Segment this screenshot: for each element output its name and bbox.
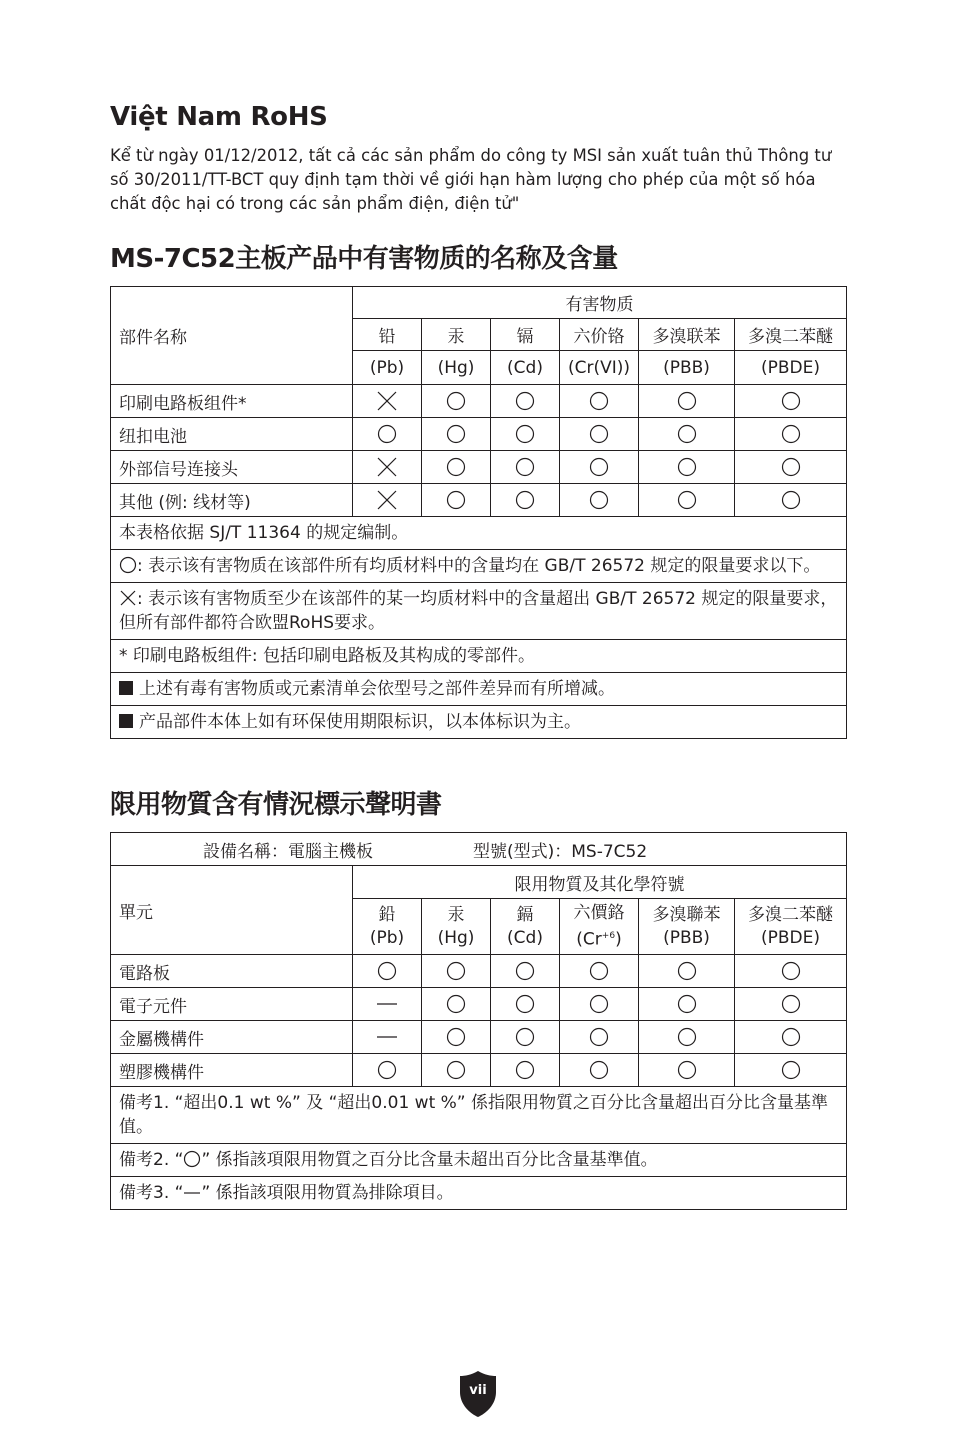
- substance-name: 镉: [491, 319, 560, 351]
- substance-cell: [639, 899, 735, 955]
- substance-symbol: (PBB): [663, 927, 710, 948]
- substance-symbol: (PBDE): [761, 927, 821, 948]
- mark-cell: [422, 955, 491, 988]
- table-row: [111, 988, 847, 1021]
- part-name: 其他 (例: 线材等): [111, 484, 353, 517]
- mark-cell: [422, 385, 491, 418]
- substance-symbol: (Cd): [507, 927, 543, 948]
- table-row: [111, 484, 847, 517]
- mark-cell: [560, 418, 639, 451]
- substance-name: 汞: [422, 319, 491, 351]
- circle-icon: [514, 390, 536, 412]
- cn-note-6-text: 产品部件本体上如有环保使用期限标识，以本体标识为主。: [139, 712, 581, 732]
- mark-cell: [353, 451, 422, 484]
- unit-name: 塑膠機構件: [111, 1054, 353, 1087]
- mark-cell: [422, 1021, 491, 1054]
- circle-icon: [514, 456, 536, 478]
- mark-cell: [422, 418, 491, 451]
- page-number-badge: [459, 1370, 497, 1418]
- square-bullet-icon: [119, 681, 133, 695]
- circle-icon: [514, 993, 536, 1015]
- mark-cell: [735, 385, 847, 418]
- circle-icon: [445, 1026, 467, 1048]
- part-name-header: 部件名称: [111, 287, 353, 385]
- tw-note-1: 備考1. “超出0.1 wt %” 及 “超出0.01 wt %” 係指限用物質之百分比含量超出百分比含量基準值。: [111, 1087, 846, 1144]
- circle-icon: [780, 423, 802, 445]
- restricted-substance-header: 限用物質及其化學符號: [353, 866, 847, 899]
- mark-cell: [560, 484, 639, 517]
- mark-cell: [560, 1054, 639, 1087]
- tw-notes: [111, 1087, 847, 1210]
- circle-icon: [588, 456, 610, 478]
- substance-symbol: $(Cr^{+6})$: [576, 929, 622, 950]
- model-label: 型號(型式)：MS-7C52: [473, 841, 648, 862]
- mark-cell: [353, 418, 422, 451]
- mark-cell: [735, 451, 847, 484]
- cn-note-4: * 印刷电路板组件: 包括印刷电路板及其构成的零部件。: [111, 640, 846, 673]
- mark-cell: [353, 484, 422, 517]
- unit-name: 金屬機構件: [111, 1021, 353, 1054]
- substance-name: 多溴联苯: [639, 319, 735, 351]
- cn-note-3-text: : 表示该有害物质至少在该部件的某一均质材料中的含量超出 GB/T 26572 规定的限量要求，但所有部件都符合欧盟RoHS要求。: [119, 589, 838, 633]
- circle-icon: [780, 993, 802, 1015]
- mark-cell: [353, 385, 422, 418]
- circle-icon: [514, 1059, 536, 1081]
- circle-icon: [676, 489, 698, 511]
- circle-icon: [514, 423, 536, 445]
- cn-note-5: [111, 673, 846, 706]
- circle-icon: [514, 960, 536, 982]
- substance-name: 鎘: [516, 904, 534, 925]
- mark-cell: [491, 418, 560, 451]
- mark-cell: [491, 1021, 560, 1054]
- circle-icon: [445, 993, 467, 1015]
- circle-icon: [588, 1026, 610, 1048]
- circle-icon: [780, 456, 802, 478]
- mark-cell: [735, 1054, 847, 1087]
- circle-icon: [780, 1059, 802, 1081]
- substance-name: 鉛: [378, 904, 396, 925]
- mark-cell: [353, 1054, 422, 1087]
- mark-cell: [639, 955, 735, 988]
- circle-icon: [514, 1026, 536, 1048]
- table-row: [111, 955, 847, 988]
- substance-symbol: (Pb): [353, 351, 422, 385]
- circle-icon: [588, 1059, 610, 1081]
- mark-cell: [639, 988, 735, 1021]
- circle-icon: [445, 456, 467, 478]
- substance-cell: [353, 899, 422, 955]
- device-name-label: 設備名稱：電腦主機板: [203, 841, 373, 862]
- mark-cell: [639, 1054, 735, 1087]
- substance-name: 多溴二苯醚: [748, 904, 834, 925]
- circle-icon: [183, 1150, 201, 1168]
- unit-name: 電路板: [111, 955, 353, 988]
- substance-symbol: (PBDE): [735, 351, 847, 385]
- unit-header: 單元: [111, 866, 353, 955]
- mark-cell: [639, 1021, 735, 1054]
- cn-notes: [111, 517, 847, 739]
- circle-icon: [445, 489, 467, 511]
- circle-icon: [445, 1059, 467, 1081]
- circle-icon: [588, 489, 610, 511]
- circle-icon: [676, 1026, 698, 1048]
- circle-icon: [780, 1026, 802, 1048]
- square-bullet-icon: [119, 714, 133, 728]
- cn-note-2-text: : 表示该有害物质在该部件所有均质材料中的含量均在 GB/T 26572 规定的限量要求以下。: [137, 556, 821, 576]
- circle-icon: [445, 960, 467, 982]
- substance-name: 汞: [447, 904, 465, 925]
- mark-cell: [491, 451, 560, 484]
- substance-name: 六價鉻: [573, 902, 625, 923]
- circle-icon: [676, 390, 698, 412]
- circle-icon: [588, 423, 610, 445]
- circle-icon: [780, 390, 802, 412]
- substance-symbol: (Hg): [437, 927, 475, 948]
- mark-cell: [422, 988, 491, 1021]
- cn-hazard-table: [110, 286, 847, 739]
- circle-icon: [676, 423, 698, 445]
- mark-cell: [353, 1021, 422, 1054]
- vietnam-rohs-title: Việt Nam RoHS: [110, 102, 328, 132]
- mark-cell: [735, 1021, 847, 1054]
- mark-cell: [560, 1021, 639, 1054]
- circle-icon: [676, 993, 698, 1015]
- page-number: vii: [469, 1383, 487, 1398]
- mark-cell: [639, 451, 735, 484]
- part-name: 印刷电路板组件*: [111, 385, 353, 418]
- circle-icon: [119, 556, 137, 574]
- unit-name: 電子元件: [111, 988, 353, 1021]
- cn-note-3: [111, 583, 846, 640]
- substance-symbol: (Hg): [422, 351, 491, 385]
- mark-cell: [422, 1054, 491, 1087]
- mark-cell: [491, 955, 560, 988]
- circle-icon: [376, 960, 398, 982]
- tw-restricted-table-title: 限用物質含有情況標示聲明書: [110, 790, 442, 820]
- circle-icon: [588, 390, 610, 412]
- mark-cell: [422, 451, 491, 484]
- mark-cell: [735, 484, 847, 517]
- tw-note-2: 備考2. “ ” 係指該項限用物質之百分比含量未超出百分比含量基準值。: [111, 1144, 846, 1177]
- circle-icon: [376, 423, 398, 445]
- mark-cell: [491, 484, 560, 517]
- circle-icon: [676, 960, 698, 982]
- mark-cell: [560, 988, 639, 1021]
- mark-cell: [735, 988, 847, 1021]
- circle-icon: [376, 1059, 398, 1081]
- substance-symbol: (Cd): [491, 351, 560, 385]
- substance-cell: [422, 899, 491, 955]
- vietnam-rohs-text: Kể từ ngày 01/12/2012, tất cả các sản phẩm do công ty MSI sản xuất tuân thủ Thông tư số 30/2011/TT-BCT quy định tạm thời về giới hạn hàm lượng cho phép của một số hóa chất độc hại có trong các sản phẩm điện, điện tử": [110, 146, 832, 213]
- table-row: [111, 418, 847, 451]
- mark-cell: [560, 955, 639, 988]
- table-row: [111, 385, 847, 418]
- circle-icon: [514, 489, 536, 511]
- cross-icon: [376, 456, 398, 478]
- circle-icon: [588, 993, 610, 1015]
- cn-note-6: [111, 706, 846, 738]
- tw-restricted-table: [110, 832, 847, 1210]
- device-model-row: [111, 833, 847, 866]
- cn-hazard-table-title: MS-7C52主板产品中有害物质的名称及含量: [110, 244, 618, 274]
- part-name: 外部信号连接头: [111, 451, 353, 484]
- part-name: 纽扣电池: [111, 418, 353, 451]
- hazard-substance-header: 有害物质: [353, 287, 847, 319]
- mark-cell: [560, 451, 639, 484]
- substance-symbol: (PBB): [639, 351, 735, 385]
- table-row: [111, 451, 847, 484]
- dash-icon: [376, 993, 398, 1015]
- cn-note-1: 本表格依据 SJ/T 11364 的规定编制。: [111, 517, 846, 550]
- substance-name: 铅: [353, 319, 422, 351]
- mark-cell: [735, 418, 847, 451]
- mark-cell: [491, 988, 560, 1021]
- mark-cell: [353, 988, 422, 1021]
- substance-symbol: (Pb): [369, 927, 405, 948]
- substance-symbol: (Cr(VI)): [560, 351, 639, 385]
- mark-cell: [560, 385, 639, 418]
- circle-icon: [780, 960, 802, 982]
- cn-note-2: [111, 550, 846, 583]
- circle-icon: [588, 960, 610, 982]
- cross-icon: [119, 589, 137, 607]
- mark-cell: [735, 955, 847, 988]
- substance-cell: [491, 899, 560, 955]
- substance-name: 多溴二苯醚: [735, 319, 847, 351]
- table-row: [111, 1021, 847, 1054]
- mark-cell: [639, 418, 735, 451]
- mark-cell: [639, 484, 735, 517]
- circle-icon: [445, 423, 467, 445]
- mark-cell: [491, 1054, 560, 1087]
- substance-cell: [560, 899, 639, 955]
- substance-name: 六价铬: [560, 319, 639, 351]
- substance-name: 多溴聯苯: [652, 904, 721, 925]
- circle-icon: [676, 1059, 698, 1081]
- mark-cell: [639, 385, 735, 418]
- cross-icon: [376, 390, 398, 412]
- cross-icon: [376, 489, 398, 511]
- cn-note-5-text: 上述有毒有害物质或元素清单会依型号之部件差异而有所增减。: [139, 679, 615, 699]
- dash-icon: [183, 1183, 201, 1201]
- mark-cell: [491, 385, 560, 418]
- circle-icon: [780, 489, 802, 511]
- mark-cell: [422, 484, 491, 517]
- mark-cell: [353, 955, 422, 988]
- tw-note-3: 備考3. “ ” 係指該項限用物質為排除項目。: [119, 1183, 454, 1203]
- circle-icon: [445, 390, 467, 412]
- table-row: [111, 1054, 847, 1087]
- substance-cell: [735, 899, 847, 955]
- dash-icon: [376, 1026, 398, 1048]
- circle-icon: [676, 456, 698, 478]
